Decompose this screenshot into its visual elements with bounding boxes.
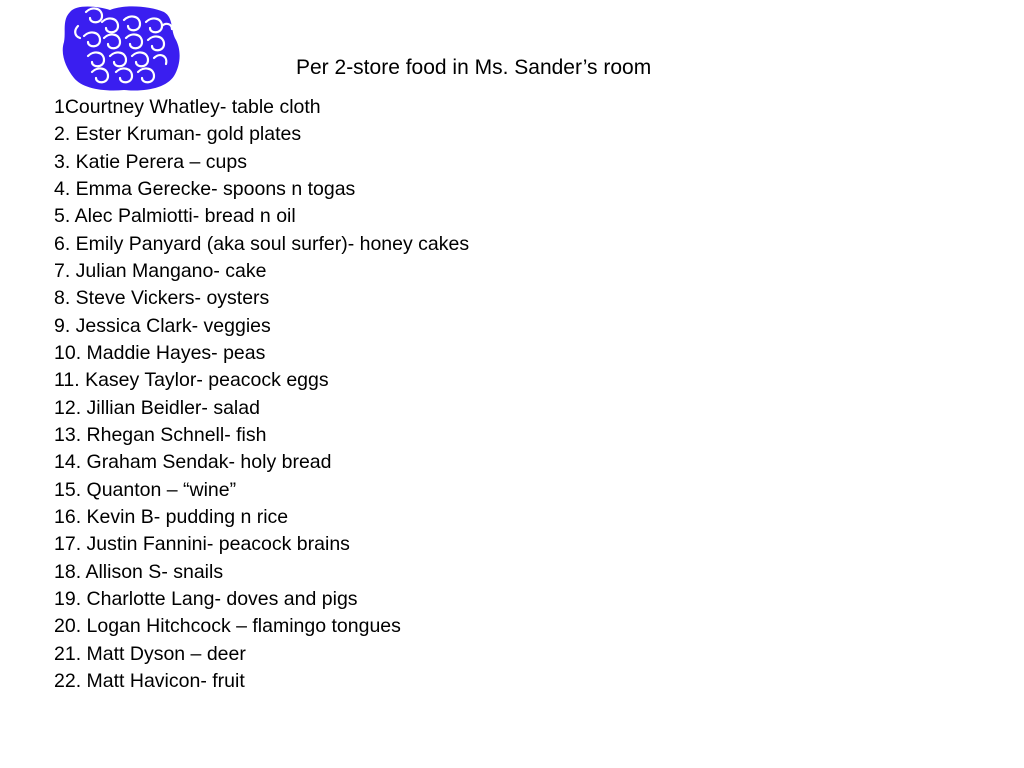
list-item: 11. Kasey Taylor- peacock eggs xyxy=(54,369,329,392)
list-item: 18. Allison S- snails xyxy=(54,560,224,583)
list-item: 7. Julian Mangano- cake xyxy=(54,259,267,282)
list-item: 22. Matt Havicon- fruit xyxy=(54,669,245,692)
list-item: 4. Emma Gerecke- spoons n togas xyxy=(54,177,356,200)
list-item: 8. Steve Vickers- oysters xyxy=(54,287,270,310)
list-item: 10. Maddie Hayes- peas xyxy=(54,341,266,364)
list-item: 5. Alec Palmiotti- bread n oil xyxy=(54,205,296,228)
list-item: 20. Logan Hitchcock – flamingo tongues xyxy=(54,615,401,638)
list-item: 17. Justin Fannini- peacock brains xyxy=(54,533,350,556)
list-item: 3. Katie Perera – cups xyxy=(54,150,247,173)
list-item: 1Courtney Whatley- table cloth xyxy=(54,96,321,118)
list-item: 2. Ester Kruman- gold plates xyxy=(54,123,302,146)
page-title: Per 2-store food in Ms. Sander’s room xyxy=(296,56,652,79)
list-item: 12. Jillian Beidler- salad xyxy=(54,396,260,419)
list-item: 19. Charlotte Lang- doves and pigs xyxy=(54,587,358,610)
list-item: 9. Jessica Clark- veggies xyxy=(54,314,271,337)
list-item: 6. Emily Panyard (aka soul surfer)- honey cakes xyxy=(54,232,470,255)
list-item: 16. Kevin B- pudding n rice xyxy=(54,505,289,528)
list-item: 14. Graham Sendak- holy bread xyxy=(54,451,332,474)
assignment-list xyxy=(54,94,469,695)
list-item: 15. Quanton – “wine” xyxy=(54,478,237,501)
list-item: 21. Matt Dyson – deer xyxy=(54,642,246,665)
grape-cluster-icon xyxy=(58,2,182,92)
list-item: 13. Rhegan Schnell- fish xyxy=(54,423,267,446)
